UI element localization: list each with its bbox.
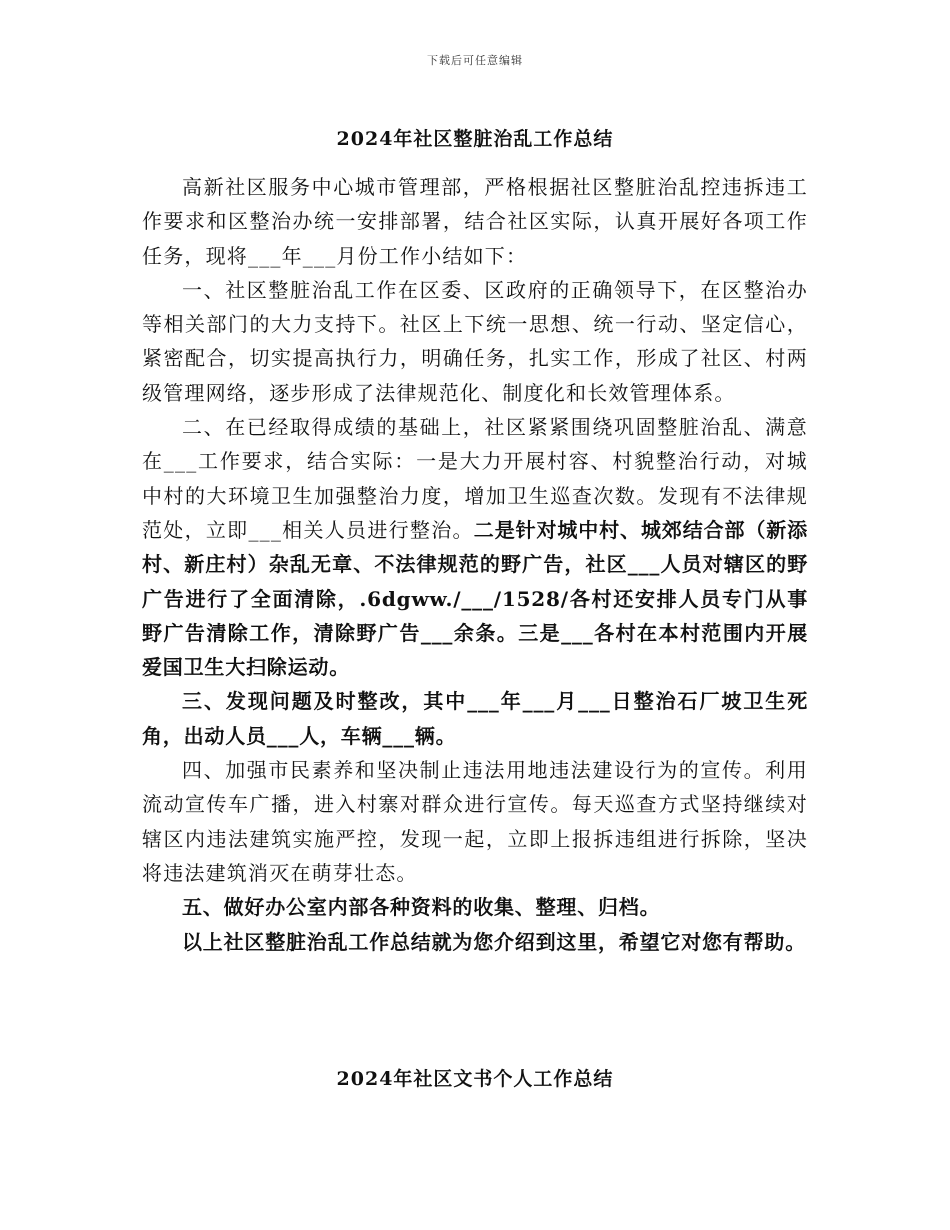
paragraph-2-normal: 二、在已经取得成绩的基础上，社区紧紧围绕巩固整脏治乱、满意在___工作要求，结合实际：一是大力开展村容、村貌整治行动，对城中村的大环境卫生加强整治力度，增加卫生巡查次数。发现有不法律规范处，立即___相关人员进行整治。 — [142, 415, 808, 542]
paragraph-2 — [142, 410, 808, 684]
page-title: 2024年社区整脏治乱工作总结 — [336, 128, 614, 150]
paragraph-5: 五、做好办公室内部各种资料的收集、整理、归档。 — [182, 895, 661, 920]
paragraph-2-bold: 二是针对城中村、城郊结合部（新添村、新庄村）杂乱无章、不法律规范的野广告，社区___人员对辖区的野广告进行了全面清除，.6dgww./___/1528/各村还安排人员专门从事野广告清除工作，清除野广告___余条。三是___各村在本村范围内开展爱国卫生大扫除运动。 — [142, 517, 808, 680]
header-note: 下载后可任意编辑 — [427, 54, 523, 67]
next-section-title: 2024年社区文书个人工作总结 — [336, 1068, 614, 1090]
paragraph-intro: 高新社区服务中心城市管理部，严格根据社区整脏治乱控违拆违工作要求和区整治办统一安排部署，结合社区实际，认真开展好各项工作任务，现将___年___月份工作小结如下： — [142, 175, 808, 268]
paragraph-3: 三、发现问题及时整改，其中___年___月___日整治石厂坡卫生死角，出动人员___人，车辆___辆。 — [142, 689, 808, 748]
paragraph-1: 一、社区整脏治乱工作在区委、区政府的正确领导下，在区整治办等相关部门的大力支持下。社区上下统一思想、统一行动、坚定信心，紧密配合，切实提高执行力，明确任务，扎实工作，形成了社区、村两级管理网络，逐步形成了法律规范化、制度化和长效管理体系。 — [142, 277, 808, 405]
document-body — [142, 170, 808, 959]
paragraph-4: 四、加强市民素养和坚决制止违法用地违法建设行为的宣传。利用流动宣传车广播，进入村寨对群众进行宣传。每天巡查方式坚持继续对辖区内违法建筑实施严控，发现一起，立即上报拆违组进行拆除，坚决将违法建筑消灭在萌芽壮态。 — [142, 758, 808, 885]
paragraph-6: 以上社区整脏治乱工作总结就为您介绍到这里，希望它对您有帮助。 — [182, 929, 806, 954]
